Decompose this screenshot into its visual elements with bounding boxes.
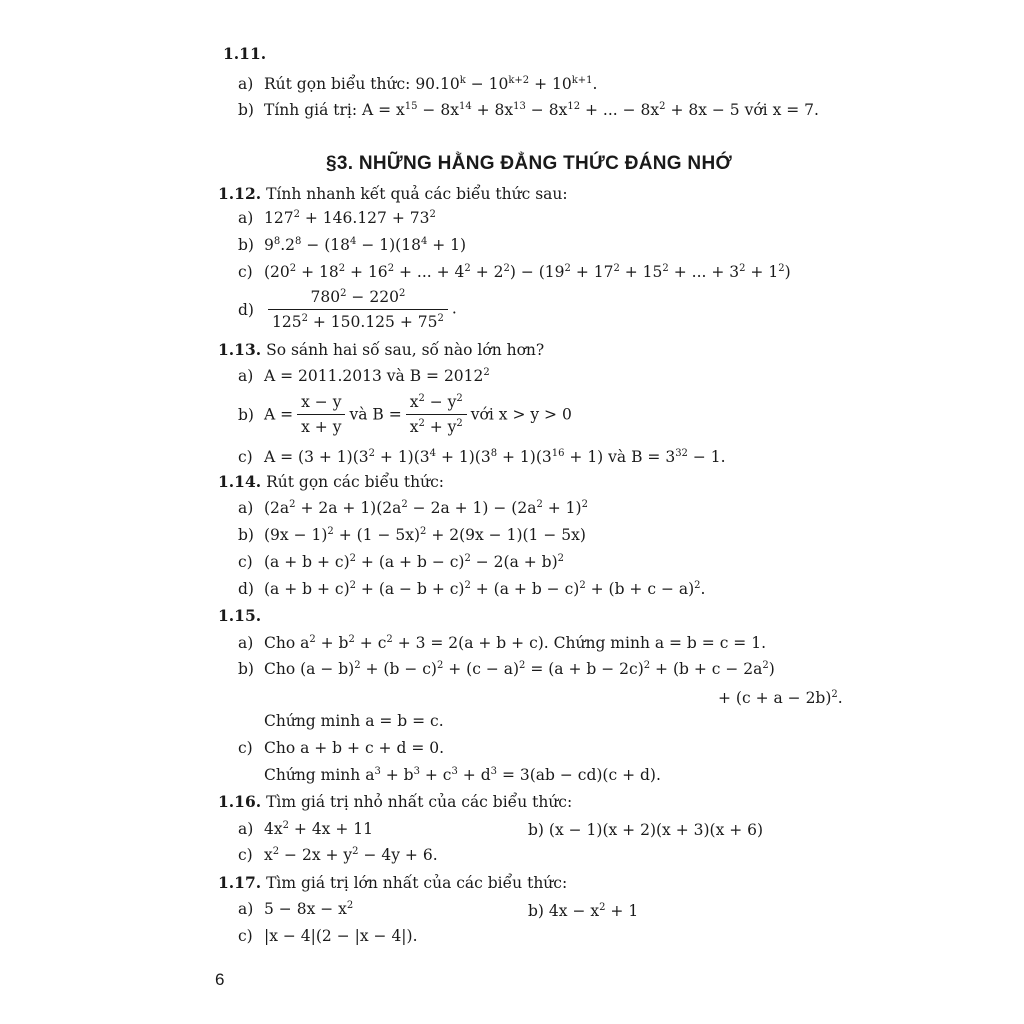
problem-1-16-c: c) $x^2 - 2x + y^2 - 4y + 6$. <box>238 846 438 864</box>
problem-1-12-a: a) $127^2 + 146.127 + 73^2$ <box>238 209 436 227</box>
problem-1-14-title: 1.14. Rút gọn các biểu thức: <box>218 472 445 491</box>
problem-1-16-a: a) $4x^2 + 4x + 11$ <box>238 820 373 838</box>
problem-1-17-c: c) |x − 4|(2 − |x − 4|). <box>238 927 418 945</box>
problem-1-15-b: b) Cho $(a - b)^2 + (b - c)^2 + (c - a)^2 = (a + b - 2c)^2 + (b + c - 2a^2)$ <box>238 660 775 678</box>
problem-1-14-c: c) $(a + b + c)^2 + (a + b - c)^2 - 2(a + b)^2$ <box>238 553 565 571</box>
section-title: §3. NHỮNG HẰNG ĐẲNG THỨC ĐÁNG NHỚ <box>326 153 732 174</box>
problem-1-15-number: 1.15. <box>218 606 262 625</box>
problem-1-12-c: c) ($20^2 + 18^2 + 16^2$ + ... + $4^2 + 2^2) - (19^2 + 17^2 + 15^2$ + ... + $3^2 + 1^2$) <box>238 263 791 281</box>
problem-1-15-c: c) Cho a + b + c + d = 0. <box>238 739 445 757</box>
problem-1-16-title: 1.16. Tìm giá trị nhỏ nhất của các biểu thức: <box>218 792 573 811</box>
problem-1-15-a: a) Cho $a^2 + b^2 + c^2 + 3 = 2(a + b + c)$. Chứng minh a = b = c = 1. <box>238 634 767 652</box>
problem-1-17-b: b) $4x - x^2 + 1$ <box>528 902 639 920</box>
problem-1-13-a: a) A = 2011.2013 và $B = 2012^2$ <box>238 367 490 385</box>
problem-1-15-b-continued: + $(c + a - 2b)^2$. <box>718 689 843 707</box>
problem-1-15-c-conclusion: Chứng minh $a^3 + b^3 + c^3 + d^3 = 3(ab - cd)(c + d)$. <box>264 766 661 784</box>
problem-1-15-b-conclusion: Chứng minh a = b = c. <box>264 712 444 730</box>
problem-1-14-d: d) $(a + b + c)^2 + (a - b + c)^2 + (a + b - c)^2 + (b + c - a)^2$. <box>238 580 706 598</box>
page-number: 6 <box>215 970 225 989</box>
problem-1-14-b: b) $(9x - 1)^2 + (1 - 5x)^2 + 2(9x - 1)(1 - 5x)$ <box>238 526 586 544</box>
problem-1-17-a: a) $5 - 8x - x^2$ <box>238 900 354 918</box>
problem-1-11-b: b) Tính giá trị: $A = x^{15} - 8x^{14} + 8x^{13} - 8x^{12}$ + ... − $8x^2 + 8x - 5$ với x = 7. <box>238 101 819 119</box>
problem-1-13-b: b) A = $\frac{x - y}{x + y}$ và B = $\frac{x^2 - y^2}{x^2 + y^2}$ với x > y > 0 <box>238 393 572 436</box>
problem-1-11-a: a) Rút gọn biểu thức: $90.10^k - 10^{k+2} + 10^{k+1}$. <box>238 75 598 93</box>
problem-1-11-number: 1.11. <box>223 44 267 63</box>
problem-1-14-a: a) $(2a^2 + 2a + 1)(2a^2 - 2a + 1) - (2a^2 + 1)^2$ <box>238 499 588 517</box>
problem-1-12-title: 1.12. Tính nhanh kết quả các biểu thức sau: <box>218 184 568 203</box>
problem-1-12-d: d) $\frac{780^2 - 220^2}{125^2 + 150.125 + 75^2}$ . <box>238 288 457 331</box>
problem-1-12-b: b) $9^8.2^8 - (18^4 - 1)(18^4 + 1)$ <box>238 236 467 254</box>
problem-1-17-title: 1.17. Tìm giá trị lớn nhất của các biểu thức: <box>218 873 568 892</box>
problem-1-13-title: 1.13. So sánh hai số sau, số nào lớn hơn? <box>218 340 545 359</box>
problem-1-13-c: c) $A = (3 + 1)(3^2 + 1)(3^4 + 1)(3^8 + 1)(3^{16} + 1)$ và $B = 3^{32} - 1$. <box>238 448 726 466</box>
problem-1-16-b: b) (x − 1)(x + 2)(x + 3)(x + 6) <box>528 821 764 839</box>
